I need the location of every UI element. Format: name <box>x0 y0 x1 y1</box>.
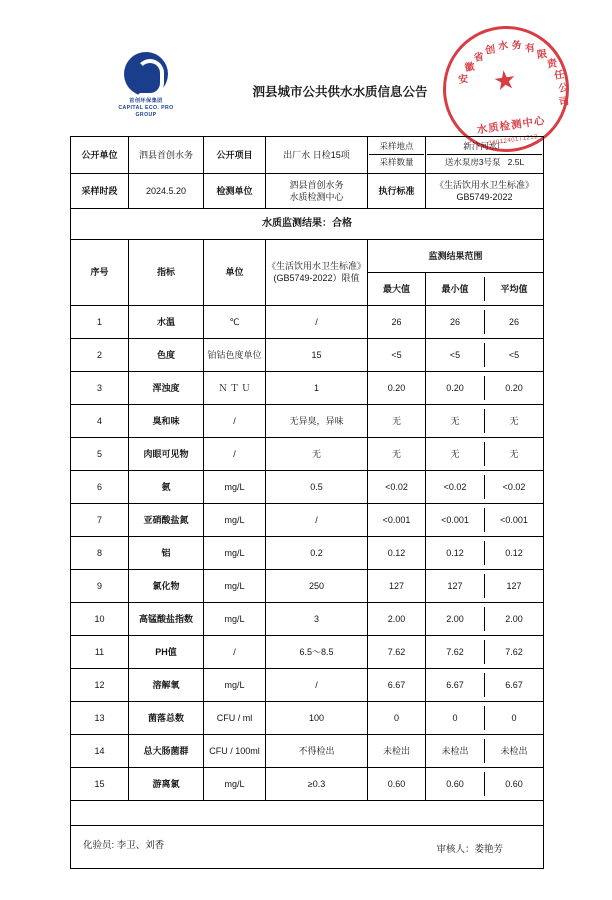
cell-avg: <0.02 <box>485 475 544 499</box>
cell-limit: 15 <box>266 338 368 371</box>
table-row <box>71 404 544 437</box>
cell-min: <0.02 <box>443 481 467 492</box>
cell-index: 10 <box>71 602 129 635</box>
cell-min: 0 <box>452 712 458 723</box>
table-row <box>71 668 544 701</box>
cell-max: 0.20 <box>368 371 426 404</box>
cell-limit: 无异臭，异味 <box>266 404 368 437</box>
cell-max: 2.00 <box>368 602 426 635</box>
cell-indicator: 氯化物 <box>129 569 204 602</box>
cell-index: 9 <box>71 569 129 602</box>
signature-cell <box>71 825 544 868</box>
value-testing-unit: 泗县首创水务 水质检测中心 <box>266 173 368 208</box>
cell-avg: 0 <box>485 706 544 730</box>
cell-min-avg <box>426 635 544 668</box>
cell-max: <0.02 <box>368 470 426 503</box>
cell-min-avg <box>426 701 544 734</box>
table-row <box>71 338 544 371</box>
cell-avg: 7.62 <box>485 640 544 664</box>
cell-max: 无 <box>368 437 426 470</box>
seal-serial: 3401240171212 <box>488 134 539 147</box>
cell-min-avg <box>426 404 544 437</box>
cell-max: 无 <box>368 404 426 437</box>
info-row-1 <box>71 137 544 174</box>
cell-min: 0.20 <box>446 382 464 393</box>
cell-min: 0.60 <box>446 778 464 789</box>
cell-limit: 250 <box>266 569 368 602</box>
cell-min-avg <box>426 767 544 800</box>
value-sample-location-qty <box>426 137 544 174</box>
table-row <box>71 569 544 602</box>
table-row <box>71 371 544 404</box>
cell-min: 6.67 <box>446 679 464 690</box>
cell-index: 8 <box>71 536 129 569</box>
cell-min-avg <box>426 734 544 767</box>
cell-indicator: 肉眼可见物 <box>129 437 204 470</box>
cell-unit: mg/L <box>204 536 266 569</box>
cell-max: 0.60 <box>368 767 426 800</box>
table-row <box>71 536 544 569</box>
cell-index: 13 <box>71 701 129 734</box>
cell-avg: 0.60 <box>485 772 544 796</box>
label-sample-period: 采样时段 <box>71 173 129 208</box>
cell-indicator: 高锰酸盐指数 <box>129 602 204 635</box>
cell-min: 26 <box>449 316 460 327</box>
cell-min-avg <box>426 371 544 404</box>
cell-limit: 0.2 <box>266 536 368 569</box>
cell-unit: mg/L <box>204 767 266 800</box>
cell-index: 12 <box>71 668 129 701</box>
cell-avg: 0.20 <box>485 376 544 400</box>
cell-min-avg <box>426 536 544 569</box>
page-title: 泗县城市公共供水水质信息公告 <box>252 85 428 99</box>
value-public-unit: 泗县首创水务 <box>129 137 204 174</box>
cell-index: 6 <box>71 470 129 503</box>
cell-min: 无 <box>450 415 460 426</box>
col-header-unit: 单位 <box>204 239 266 305</box>
cell-min-avg <box>426 470 544 503</box>
cell-index: 7 <box>71 503 129 536</box>
label-standard: 执行标准 <box>368 173 426 208</box>
col-header-index: 序号 <box>71 239 129 305</box>
cell-limit: 6.5～8.5 <box>266 635 368 668</box>
seal-arc-text: 安 徽 省 创 水 务 有 限 责 任 公 司 <box>457 39 570 109</box>
table-row <box>71 503 544 536</box>
cell-max: 0.12 <box>368 536 426 569</box>
cell-avg: 127 <box>485 574 544 598</box>
table-body <box>71 305 544 800</box>
inspector-signature: 化验员: 李卫、刘香 <box>83 839 165 851</box>
value-public-item: 出厂水 日检15项 <box>266 137 368 174</box>
table-row <box>71 635 544 668</box>
cell-index: 15 <box>71 767 129 800</box>
cell-min: 7.62 <box>446 646 464 657</box>
cell-limit: / <box>266 668 368 701</box>
cell-limit: 1 <box>266 371 368 404</box>
reviewer-signature: 审核人：娄艳芳 <box>436 843 503 855</box>
cell-limit: 0.5 <box>266 470 368 503</box>
cell-indicator: 铝 <box>129 536 204 569</box>
cell-avg: 2.00 <box>485 607 544 631</box>
cell-indicator: 菌落总数 <box>129 701 204 734</box>
cell-max: <5 <box>368 338 426 371</box>
cell-unit: mg/L <box>204 569 266 602</box>
label-sample-location: 采样地点 <box>369 139 424 155</box>
cell-indicator: 色度 <box>129 338 204 371</box>
cell-indicator: 氨 <box>129 470 204 503</box>
logo-caption: 首创环保集团 CAPITAL ECO. PRO GROUP <box>118 98 174 119</box>
table-row <box>71 437 544 470</box>
cell-max: 0 <box>368 701 426 734</box>
cell-avg: 无 <box>485 409 544 433</box>
cell-avg: 26 <box>485 310 544 334</box>
col-header-limit: 《生活饮用水卫生标准》 (GB5749-2022）限值 <box>266 239 368 305</box>
col-header-range-group: 监测结果范围 <box>368 239 544 272</box>
col-header-max: 最大值 <box>368 272 426 305</box>
table-header-group-row <box>71 239 544 272</box>
cell-min-avg <box>426 668 544 701</box>
cell-min: 127 <box>447 580 463 591</box>
result-banner: 水质监测结果：合格 <box>71 208 544 239</box>
company-logo <box>118 52 174 119</box>
cell-unit: ℃ <box>204 305 266 338</box>
cell-unit: mg/L <box>204 602 266 635</box>
result-banner-row <box>71 208 544 239</box>
cell-min: 0.12 <box>446 547 464 558</box>
cell-index: 11 <box>71 635 129 668</box>
cell-min-avg <box>426 305 544 338</box>
spacer-row <box>71 800 544 825</box>
cell-limit: / <box>266 305 368 338</box>
label-sample-location-qty <box>368 137 426 174</box>
cell-min: 2.00 <box>446 613 464 624</box>
cell-avg: 未检出 <box>485 739 544 763</box>
col-header-min-avg <box>426 272 544 305</box>
cell-max: 未检出 <box>368 734 426 767</box>
water-quality-table <box>70 136 544 869</box>
cell-unit: mg/L <box>204 668 266 701</box>
cell-unit: Ｎ Ｔ Ｕ <box>204 371 266 404</box>
cell-unit: mg/L <box>204 470 266 503</box>
cell-limit: ≥0.3 <box>266 767 368 800</box>
col-header-avg: 平均值 <box>485 277 544 301</box>
cell-avg: <5 <box>485 343 544 367</box>
cell-min-avg <box>426 569 544 602</box>
cell-index: 3 <box>71 371 129 404</box>
cell-unit: / <box>204 635 266 668</box>
label-public-item: 公开项目 <box>204 137 266 174</box>
cell-unit: CFU / ml <box>204 701 266 734</box>
cell-limit: 100 <box>266 701 368 734</box>
table-row <box>71 767 544 800</box>
cell-avg: 6.67 <box>485 673 544 697</box>
label-public-unit: 公开单位 <box>71 137 129 174</box>
table-row <box>71 470 544 503</box>
value-sample-location: 新汴河水厂 <box>427 139 542 155</box>
cell-unit: / <box>204 404 266 437</box>
info-row-2 <box>71 173 544 208</box>
cell-indicator: 亚硝酸盐氮 <box>129 503 204 536</box>
label-sample-qty: 采样数量 <box>379 157 414 168</box>
value-sample-period: 2024.5.20 <box>129 173 204 208</box>
cell-limit: 3 <box>266 602 368 635</box>
cell-unit: / <box>204 437 266 470</box>
label-testing-unit: 检测单位 <box>204 173 266 208</box>
col-header-indicator: 指标 <box>129 239 204 305</box>
cell-min-avg <box>426 503 544 536</box>
spacer-cell <box>71 800 544 825</box>
cell-limit: / <box>266 503 368 536</box>
cell-indicator: 溶解氧 <box>129 668 204 701</box>
table-row <box>71 734 544 767</box>
cell-index: 5 <box>71 437 129 470</box>
cell-unit: mg/L <box>204 503 266 536</box>
signature-row <box>71 825 544 868</box>
table-row <box>71 701 544 734</box>
value-standard: 《生活饮用水卫生标准》 GB5749-2022 <box>426 173 544 208</box>
cell-max: 7.62 <box>368 635 426 668</box>
seal-star-icon: ★ <box>491 63 519 97</box>
cell-indicator: 游离氯 <box>129 767 204 800</box>
seal-bottom-text: 水质检测中心 <box>476 114 547 137</box>
cell-limit: 无 <box>266 437 368 470</box>
cell-index: 2 <box>71 338 129 371</box>
cell-index: 4 <box>71 404 129 437</box>
cell-unit: CFU / 100ml <box>204 734 266 767</box>
cell-min-avg <box>426 437 544 470</box>
cell-limit: 不得检出 <box>266 734 368 767</box>
cell-indicator: 浑浊度 <box>129 371 204 404</box>
cell-max: <0.001 <box>368 503 426 536</box>
table-row <box>71 305 544 338</box>
cell-avg: 0.12 <box>485 541 544 565</box>
cell-max: 26 <box>368 305 426 338</box>
cell-min-avg <box>426 338 544 371</box>
cell-unit: 铂钴色度单位 <box>204 338 266 371</box>
cell-index: 1 <box>71 305 129 338</box>
cell-max: 127 <box>368 569 426 602</box>
cell-indicator: 水温 <box>129 305 204 338</box>
col-header-min: 最小值 <box>441 283 469 294</box>
cell-avg: <0.001 <box>485 508 544 532</box>
table-row <box>71 602 544 635</box>
cell-index: 14 <box>71 734 129 767</box>
cell-indicator: 臭和味 <box>129 404 204 437</box>
cell-max: 6.67 <box>368 668 426 701</box>
cell-min: 未检出 <box>441 745 469 756</box>
logo-mark-icon <box>124 52 168 96</box>
value-sample-qty: 送水泵房3号泵 2.5L <box>444 157 525 168</box>
cell-min: <0.001 <box>441 514 469 525</box>
cell-avg: 无 <box>485 442 544 466</box>
cell-min: <5 <box>449 349 461 360</box>
cell-min-avg <box>426 602 544 635</box>
cell-indicator: 总大肠菌群 <box>129 734 204 767</box>
cell-indicator: PH值 <box>129 635 204 668</box>
cell-min: 无 <box>450 448 460 459</box>
